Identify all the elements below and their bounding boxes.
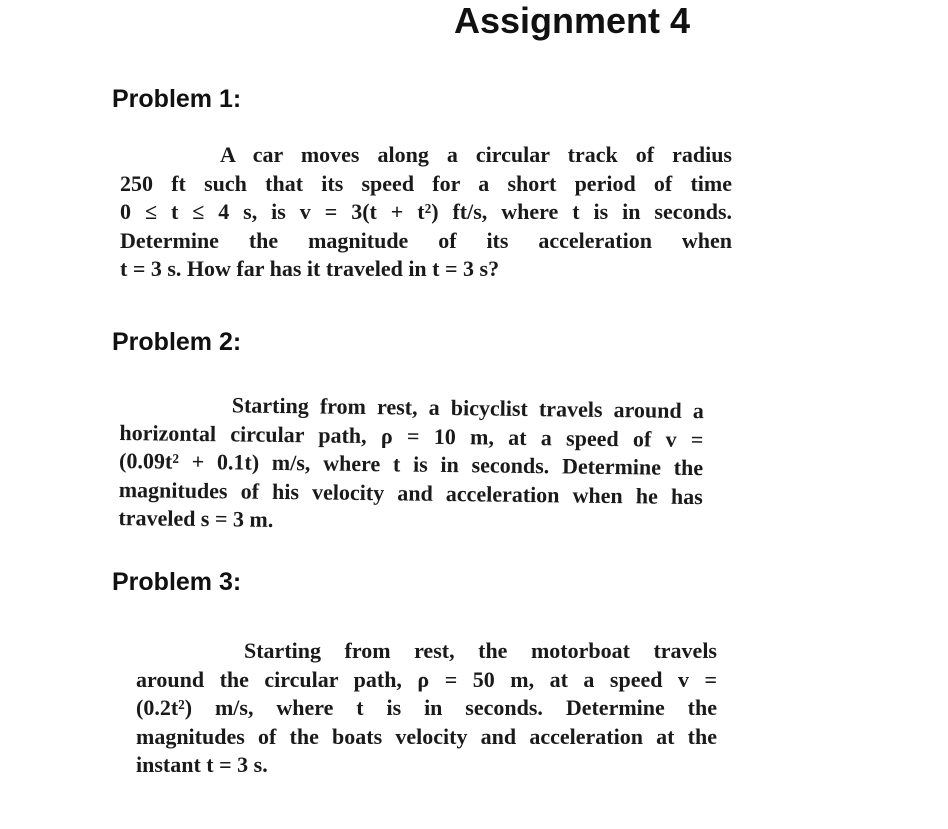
problem-3-line-3: (0.2t²) m/s, where t is in seconds. Determine the [136, 695, 717, 720]
problem-3-line-2: around the circular path, ρ = 50 m, at a speed v = [136, 666, 717, 692]
problem-3-heading: Problem 3: [112, 568, 242, 596]
problem-3-line-4: magnitudes of the boats velocity and acceleration at the [136, 723, 717, 749]
problem-2-heading: Problem 2: [112, 328, 242, 356]
problem-2-line-1: Starting from rest, a bicyclist travels around a [231, 392, 704, 424]
problem-2-line-3: (0.09t² + 0.1t) m/s, where t is in seconds. Determine the [118, 447, 704, 481]
problem-2-line-5: traveled s = 3 m. [118, 504, 274, 532]
problem-2-text [118, 390, 704, 540]
problem-2-line-2: horizontal circular path, ρ = 10 m, at a speed of v = [119, 419, 704, 452]
problem-1-text [120, 141, 732, 284]
problem-1-line-4: Determine the magnitude of its acceleration when [120, 227, 732, 253]
problem-1-heading: Problem 1: [112, 85, 242, 113]
problem-1-line-3: 0 ≤ t ≤ 4 s, is v = 3(t + t²) ft/s, where t is in seconds. [120, 199, 732, 224]
problem-3-text [136, 637, 717, 780]
problem-3-line-5: instant t = 3 s. [136, 752, 268, 777]
page-title: Assignment 4 [453, 0, 691, 41]
problem-1-line-1: A car moves along a circular track of radius [220, 142, 732, 167]
problem-1-line-5: t = 3 s. How far has it traveled in t = 3 s? [120, 256, 500, 281]
problem-3-line-1: Starting from rest, the motorboat travels [244, 638, 717, 663]
problem-2-line-4: magnitudes of his velocity and acceleration when he has [118, 476, 703, 509]
problem-1-line-2: 250 ft such that its speed for a short period of time [120, 170, 732, 196]
